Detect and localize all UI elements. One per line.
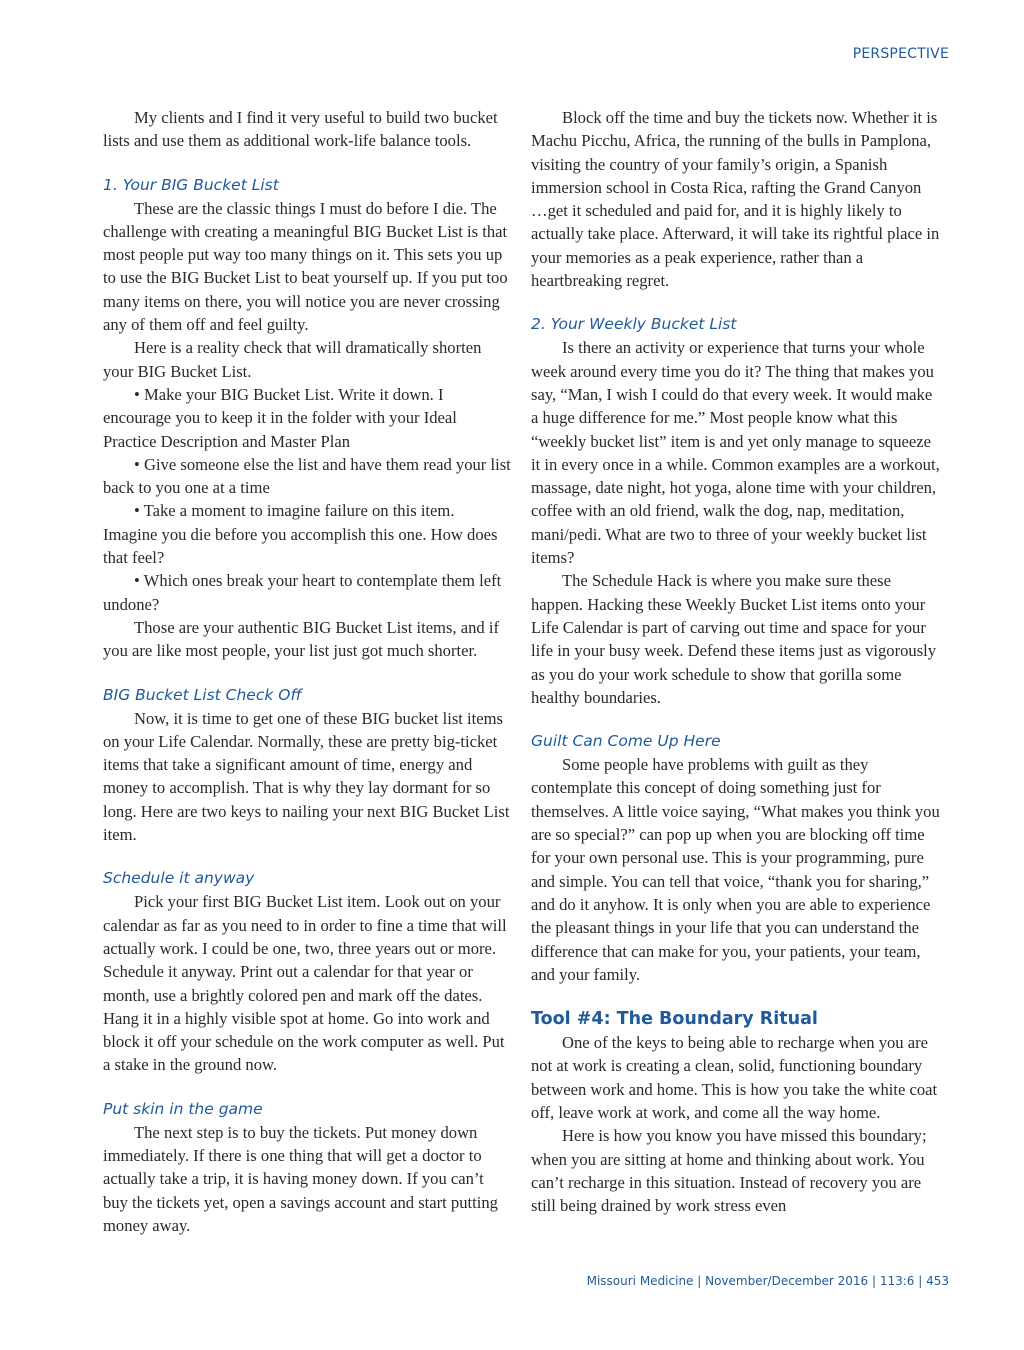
paragraph: Here is a reality check that will dramatically shorten your BIG Bucket List. [103, 338, 482, 381]
paragraph: Is there an activity or experience that turns your whole week around every time you do it? The thing that makes you say, “Man, I wish I could do that every week. It would make a huge difference for me.” Most people know what this “weekly bucket list” item is and yet only manage to squeeze it in every once in a while. Common examples are a workout, massage, date night, hot yoga, alone time with your children, coffee with an old friend, walk the dog, nap, meditation, mani/pedi. What are two to three of your weekly bucket list items? [531, 338, 940, 568]
paragraph: These are the classic things I must do before I die. The challenge with creating a meaningful BIG Bucket List is that most people put way too many things on it. This sets you up to use the BIG Bucket List to beat yourself up. If you put too many items on there, you will notice you are never crossing any of them off and feel guilty. [103, 198, 508, 335]
right-column [531, 106, 941, 1217]
bullet-item: • Give someone else the list and have them read your list back to you one at a time [103, 454, 511, 498]
paragraph: Here is how you know you have missed this boundary; when you are sitting at home and thinking about work. You can’t recharge in this situation. Instead of recovery you are still being drained by work stress even [531, 1126, 927, 1216]
bullet-item: • Make your BIG Bucket List. Write it down. I encourage you to keep it in the folder with your Ideal Practice Description and Master Plan [103, 384, 457, 451]
paragraph: Some people have problems with guilt as they contemplate this concept of doing something just for themselves. A little voice saying, “What makes you think you are so special?” can pop up when you are blocking off time for your own personal use. This is your programming, pure and simple. You can tell that voice, “thank you for sharing,” and do it anyhow. It is only when you are able to experience the pleasant things in your life that you can understand the difference that can make for you, your patients, your team, and your family. [531, 755, 940, 984]
heading-tool-4: Tool #4: The Boundary Ritual [531, 1009, 818, 1030]
heading-big-bucket-list: 1. Your BIG Bucket List [103, 175, 279, 194]
paragraph: The Schedule Hack is where you make sure these happen. Hacking these Weekly Bucket List items onto your Life Calendar is part of carving out time and space for your life in your busy week. Defend these items just as vigorously as you do your work schedule to show that gorilla some healthy boundaries. [531, 571, 937, 707]
paragraph: Those are your authentic BIG Bucket List items, and if you are like most people, your list just got much shorter. [103, 617, 499, 661]
heading-schedule-anyway: Schedule it anyway [103, 869, 255, 888]
footer-citation: Missouri Medicine | November/December 2016 | 113:6 | 453 [586, 1274, 949, 1288]
heading-weekly-bucket-list: 2. Your Weekly Bucket List [531, 315, 737, 334]
heading-skin-in-game: Put skin in the game [103, 1099, 263, 1118]
bullet-item: • Which ones break your heart to contemplate them left undone? [103, 571, 502, 614]
left-column [103, 106, 511, 1237]
paragraph: The next step is to buy the tickets. Put money down immediately. If there is one thing that will get a doctor to actually take a trip, it is having money down. If you can’t buy the tickets yet, open a savings account and start putting money away. [103, 1122, 498, 1235]
heading-guilt: Guilt Can Come Up Here [531, 732, 721, 751]
section-label: PERSPECTIVE [852, 46, 949, 62]
bullet-item: • Take a moment to imagine failure on this item. Imagine you die before you accomplish this one. How does that feel? [103, 501, 498, 568]
paragraph: One of the keys to being able to recharge when you are not at work is creating a clean, solid, functioning boundary between work and home. This is how you take the white coat off, leave work at work, and come all the way home. [531, 1033, 938, 1122]
paragraph: Pick your first BIG Bucket List item. Look out on your calendar as far as you need to in order to fine a time that will actually work. I could be one, two, three years out or more. Schedule it anyway. Print out a calendar for that year or month, use a brightly colored pen and mark off the dates. Hang it in a highly visible spot at home. Go into work and block it off your schedule on the work computer as well. Put a stake in the ground now. [103, 892, 507, 1075]
intro-paragraph: My clients and I find it very useful to build two bucket lists and use them as additional work-life balance tools. [103, 108, 498, 151]
paragraph: Now, it is time to get one of these BIG bucket list items on your Life Calendar. Normally, these are pretty big-ticket items that take a significant amount of time, energy and money to accomplish. That is why they lay dormant for so long. Here are two keys to nailing your next BIG Bucket List item. [103, 708, 510, 845]
paragraph: Block off the time and buy the tickets now. Whether it is Machu Picchu, Africa, the running of the bulls in Pamplona, visiting the country of your family’s origin, a Spanish immersion school in Costa Rica, rafting the Grand Canyon …get it scheduled and paid for, and it is highly likely to actually take place. Afterward, it will take its rightful place in your memories as a peak experience, rather than a heartbreaking regret. [531, 108, 940, 291]
heading-check-off: BIG Bucket List Check Off [103, 685, 302, 704]
